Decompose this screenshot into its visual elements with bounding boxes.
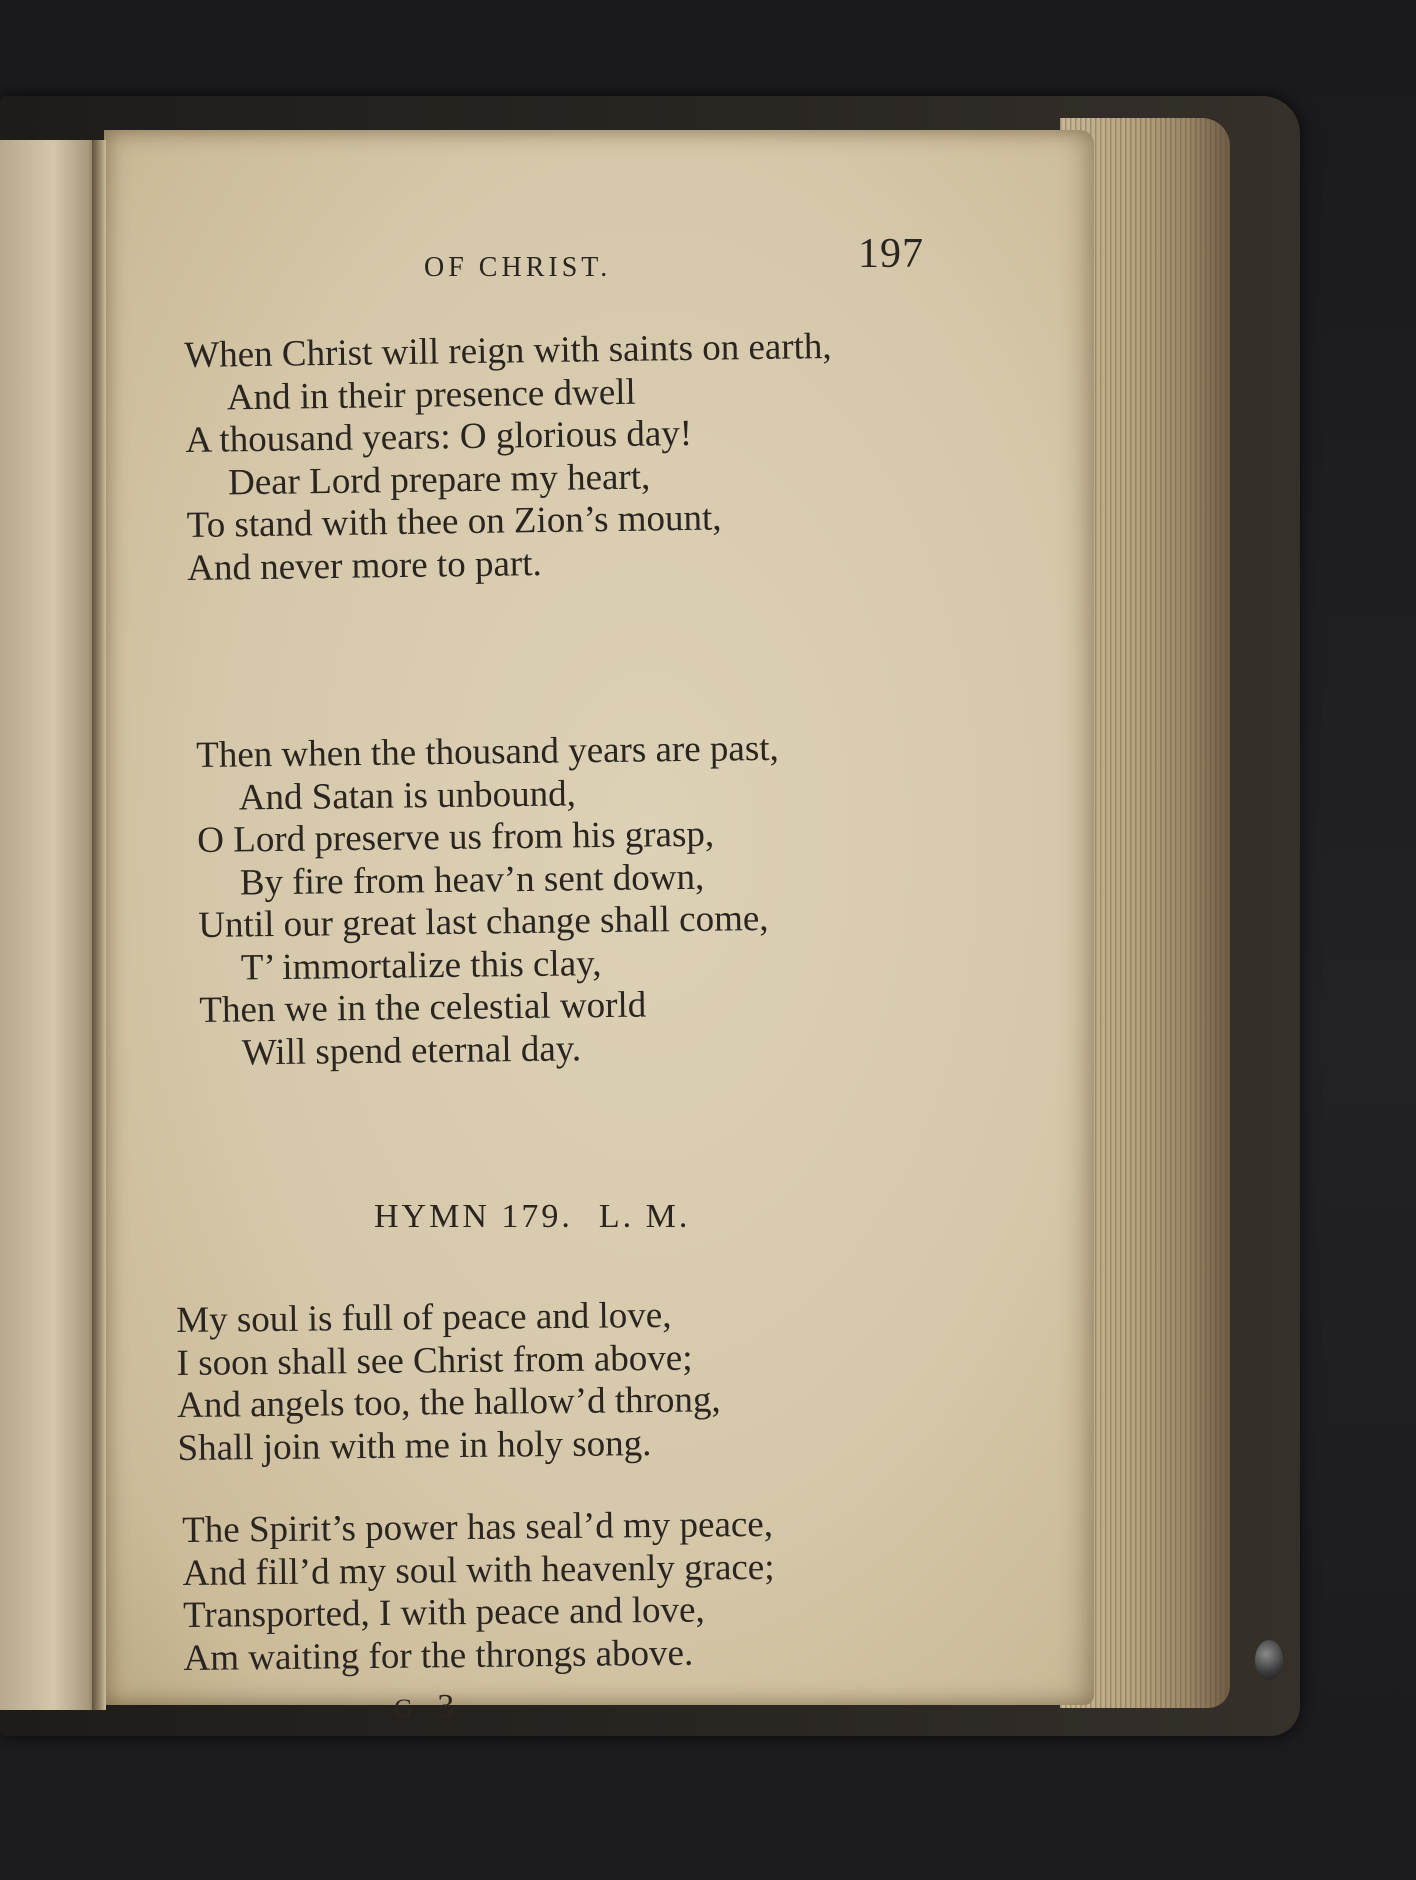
verse-line: I soon shall see Christ from above; xyxy=(176,1337,693,1384)
signature-letter: G xyxy=(394,1694,421,1723)
hymn-heading xyxy=(374,1198,690,1236)
verse-line: T’ immortalize this clay, xyxy=(240,942,602,988)
verse-line: Until our great last change shall come, xyxy=(198,898,769,946)
verse-line: Then we in the celestial world xyxy=(199,984,647,1031)
signature-number: 3 xyxy=(437,1688,463,1725)
facing-page-edge xyxy=(0,140,98,1710)
stanza xyxy=(196,728,783,1075)
verse-line: Then when the thousand years are past, xyxy=(196,727,780,776)
stanza xyxy=(182,1504,776,1680)
verse-line: My soul is full of peace and love, xyxy=(176,1294,672,1341)
verse-line: Transported, I with peace and love, xyxy=(182,1589,705,1636)
verse-line: By fire from heav’n sent down, xyxy=(239,856,705,903)
verse-line: And in their presence dwell xyxy=(226,371,637,418)
hymn-meter: L. M. xyxy=(598,1198,691,1235)
verse-line: Dear Lord prepare my heart, xyxy=(227,456,651,503)
verse-line: When Christ will reign with saints on earth, xyxy=(184,325,832,376)
stanza xyxy=(184,326,835,590)
verse-line: Shall join with me in holy song. xyxy=(177,1422,652,1469)
verse-line: Will spend eternal day. xyxy=(241,1027,582,1073)
page-number: 197 xyxy=(858,231,924,277)
verse-line: A thousand years: O glorious day! xyxy=(185,412,693,461)
printer-signature xyxy=(394,1688,462,1726)
verse-line: And fill’d my soul with heavenly grace; xyxy=(182,1546,775,1594)
cover-clasp xyxy=(1255,1640,1283,1680)
stanza xyxy=(176,1294,721,1470)
verse-line: And Satan is unbound, xyxy=(238,772,577,818)
hymn-number: HYMN 179. xyxy=(374,1198,573,1235)
running-head: OF CHRIST. xyxy=(424,252,612,283)
verse-line: The Spirit’s power has seal’d my peace, xyxy=(182,1503,774,1551)
book-page xyxy=(104,130,1094,1725)
verse-line: To stand with thee on Zion’s mount, xyxy=(186,497,722,546)
verse-line: Am waiting for the throngs above. xyxy=(183,1632,694,1679)
verse-line: And never more to part. xyxy=(186,542,542,589)
verse-line: O Lord preserve us from his grasp, xyxy=(197,813,715,861)
verse-line: And angels too, the hallow’d throng, xyxy=(176,1379,721,1426)
page-gutter xyxy=(92,140,106,1710)
